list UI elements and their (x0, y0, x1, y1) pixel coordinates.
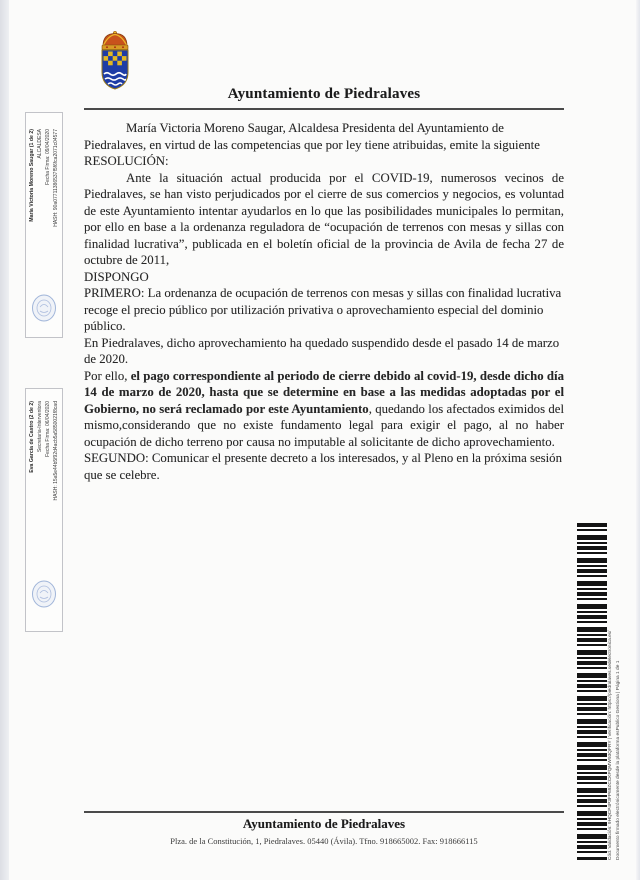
paragraph-situacion: Ante la situación actual producida por el COVID-19, numerosos vecinos de Piedralaves, se han visto perjudicados por el cierre de sus comercios y negocios, es voluntad de este Ayuntamiento intentar ayudarlos en lo que las posibilidades municipales lo permitan, por ello en base a la ordenanza reguladora de “ocupación de terrenos con mesas y sillas con finalidad lucrativa”, publicada en el boletín oficial de la provincia de Avila de fecha 27 de octubre de 2011, (84, 170, 564, 267)
signature-date: Fecha Firma: 06/04/2020 (45, 401, 51, 457)
pago-text-regular: Por ello, (84, 368, 131, 383)
official-stamp-icon (30, 291, 58, 325)
header-title: Ayuntamiento de Piedralaves (227, 86, 421, 102)
signature-role: ALCALDESA (37, 129, 43, 159)
signature-text-alcaldesa (28, 129, 60, 274)
signature-block-secretaria (25, 388, 63, 632)
pago-text-bold: el pago correspondiente al periodo de cierre debido al covid-19, desde dicho día 14 de marzo de 2020, hasta que se determine en base a las medidas adoptadas por el Gobierno, no será reclamado por este Ayuntamiento (84, 368, 564, 416)
signature-name: María Victoria Moreno Saugar (1 de 2) (29, 129, 35, 222)
signed-platform-text: Documento firmado electrónicamente desde la plataforma esPublico Gestiona | Página 1 de 1 (616, 660, 621, 860)
dispongo-heading: DISPONGO (84, 269, 149, 284)
scan-left-margin (0, 0, 9, 880)
resolution-body (84, 120, 564, 483)
official-stamp-icon (30, 577, 58, 611)
signature-block-alcaldesa (25, 112, 63, 338)
signature-hash: HASH: 15a5e44b5f92d4acb5a5850021f8cad (53, 401, 59, 501)
paragraph-intro: María Victoria Moreno Saugar, Alcaldesa Presidenta del Ayuntamiento de Piedralaves, en virtud de las competencias que por ley tiene atribuidas, emite la siguiente RESOLUCIÓN: (84, 121, 540, 168)
paragraph-suspension: En Piedralaves, dicho aprovechamiento ha quedado suspendido desde el pasado 14 de marzo de 2020. (84, 335, 560, 366)
verification-strip (607, 521, 624, 860)
paragraph-primero: PRIMERO: La ordenanza de ocupación de terrenos con mesas y sillas con finalidad lucrativa recoge el precio público por utilización privativa o aprovechamiento especial del dominio público. (84, 286, 562, 333)
signature-date: Fecha Firma: 09/04/2020 (45, 129, 51, 185)
footer-rule (84, 811, 564, 813)
scan-right-margin (636, 0, 640, 880)
signature-hash: HASH: 90a07711386537f5f6fca2071c04577 (53, 129, 59, 227)
footer-address: Plza. de la Constitución, 1, Piedralaves. 05440 (Ávila). Tfno. 918665002. Fax: 918666115 (170, 836, 478, 846)
paragraph-segundo: SEGUNDO: Comunicar el presente decreto a los interesados, y al Pleno en la próxima sesión que se celebre. (84, 451, 562, 482)
paragraph-pago (84, 368, 564, 451)
signature-text-secretaria (28, 401, 60, 561)
signature-name: Eva García de Castro (2 de 2) (29, 401, 35, 473)
coat-of-arms-icon (94, 30, 136, 92)
header-rule (84, 108, 564, 110)
footer-title: Ayuntamiento de Piedralaves (242, 816, 406, 831)
validation-code-text: Cód. Validación: 9HQCP4P3FP69ZCCKPQMW93QFRY | Verificación: https://piedralaves.sedelectronica.es/ (608, 630, 613, 860)
verification-text (607, 521, 624, 860)
signature-role: Secretaria-Interventora (37, 401, 43, 453)
validation-barcode-icon (577, 523, 607, 860)
pago-text-regular-end: , quedando los afectados eximidos del mismo,considerando que no existe fundamento legal para exigir el pago, al no haber ocupación de dicho terreno por causa no imputable al solicitante de dicho aprovechamiento. (84, 401, 565, 449)
